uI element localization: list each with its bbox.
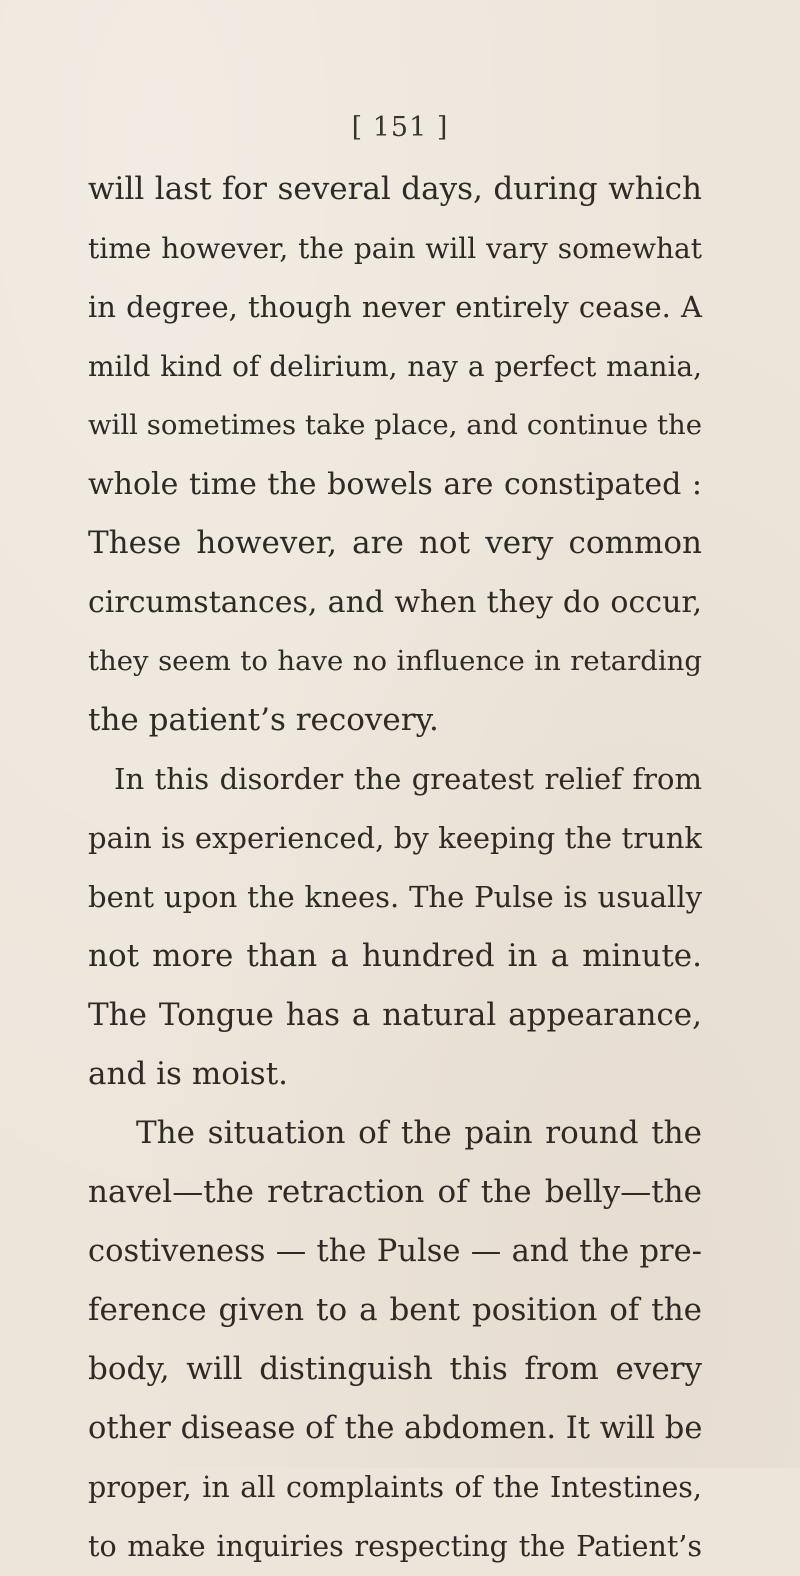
text-line: navel—the retraction of the belly—the xyxy=(88,1174,702,1210)
text-line: The Tongue has a natural appearance, xyxy=(88,997,702,1033)
text-line: body, will distinguish this from every xyxy=(88,1351,702,1387)
text-line: will last for several days, during which xyxy=(88,171,702,207)
text-line: they seem to have no influence in retarding xyxy=(88,645,702,677)
page-number: [ 151 ] xyxy=(351,112,449,143)
text-line: other disease of the abdomen. It will be xyxy=(88,1411,703,1446)
text-line: whole time the bowels are constipated : xyxy=(88,467,702,502)
text-line: costiveness — the Pulse — and the pre- xyxy=(88,1234,702,1269)
text-line: to make inquiries respecting the Patient’s xyxy=(88,1530,702,1563)
text-line: These however, are not very common xyxy=(88,525,702,561)
text-line: the patient’s recovery. xyxy=(88,702,439,738)
page-body-text xyxy=(88,160,702,1576)
text-line: proper, in all complaints of the Intestines, xyxy=(88,1471,702,1504)
text-line: time however, the pain will vary somewhat xyxy=(88,232,702,265)
text-line: mild kind of delirium, nay a perfect mania, xyxy=(88,350,702,383)
text-line: and is moist. xyxy=(88,1056,289,1092)
text-line: will sometimes take place, and continue the xyxy=(88,409,702,441)
text-line: In this disorder the greatest relief from xyxy=(114,762,702,796)
text-line: ference given to a bent position of the xyxy=(88,1292,702,1328)
text-line: bent upon the knees. The Pulse is usually xyxy=(88,880,702,914)
text-line: circumstances, and when they do occur, xyxy=(88,585,702,620)
text-line: The situation of the pain round the xyxy=(136,1115,702,1151)
text-line: pain is experienced, by keeping the trunk xyxy=(88,821,702,855)
text-line: not more than a hundred in a minute. xyxy=(88,938,702,974)
text-line: in degree, though never entirely cease. A xyxy=(88,290,702,324)
